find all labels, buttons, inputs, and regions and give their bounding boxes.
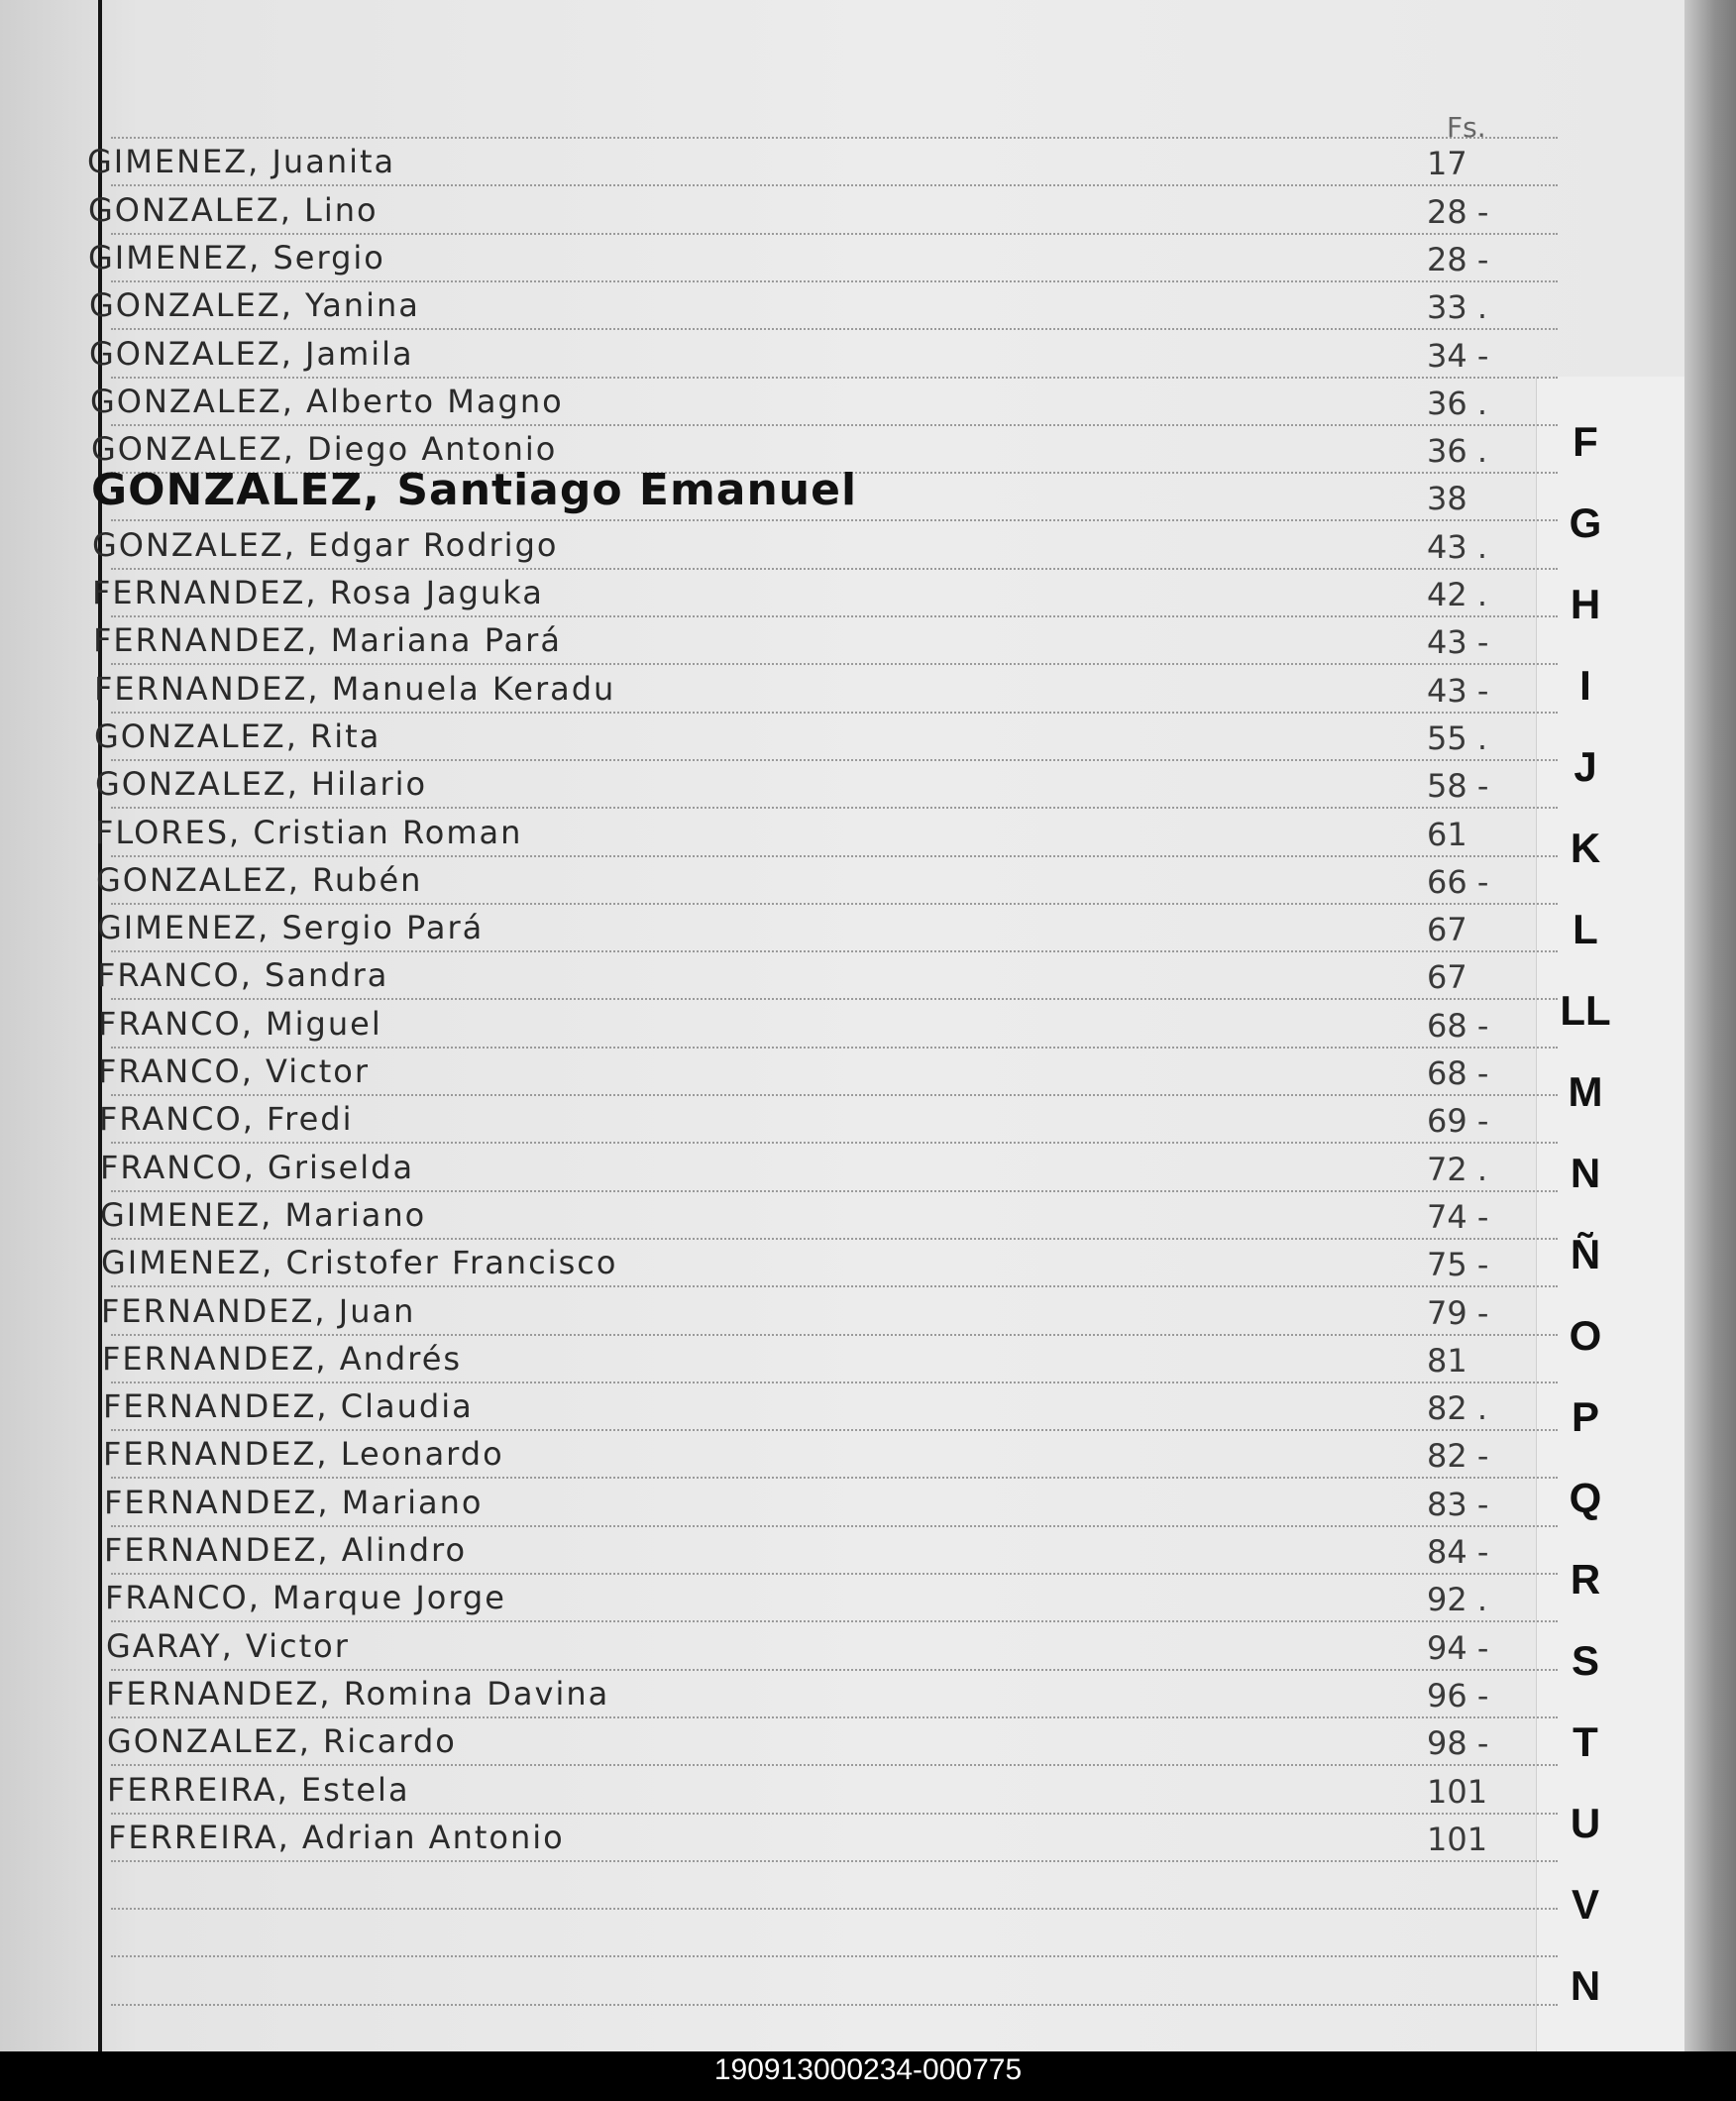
entry-name: FRANCO, Sandra (97, 956, 389, 994)
entry-page-number: 68 - (1427, 1054, 1489, 1092)
index-entry (0, 329, 1546, 377)
index-entry (0, 1573, 1546, 1620)
entry-page-number: 67 (1427, 958, 1467, 996)
page-edge-shadow (1684, 0, 1736, 2051)
entry-page-number: 36 . (1427, 385, 1488, 422)
entry-name: FRANCO, Marque Jorge (105, 1579, 506, 1616)
entry-page-number: 81 (1427, 1342, 1467, 1380)
index-entry (0, 1813, 1546, 1860)
index-entry (0, 615, 1546, 663)
entry-page-number: 84 - (1427, 1533, 1489, 1571)
entry-page-number: 74 - (1427, 1198, 1489, 1236)
entry-page-number: 82 . (1427, 1389, 1488, 1427)
index-entry (0, 1143, 1546, 1190)
entry-page-number: 96 - (1427, 1677, 1489, 1714)
index-entry (0, 855, 1546, 903)
index-entry (0, 233, 1546, 280)
index-entry (0, 185, 1546, 233)
alphabet-index-tabs (1541, 396, 1630, 2032)
entry-page-number: 58 - (1427, 767, 1489, 805)
index-entry (0, 1238, 1546, 1285)
entry-name: GONZALEZ, Santiago Emanuel (91, 465, 858, 515)
entry-name: GONZALEZ, Lino (88, 191, 379, 229)
entry-page-number: 17 (1427, 145, 1467, 182)
entry-name: FERNANDEZ, Rosa Jaguka (92, 574, 544, 611)
index-entry (0, 1478, 1546, 1525)
entry-page-number: 94 - (1427, 1629, 1489, 1667)
index-entry (0, 1621, 1546, 1669)
entry-name: GIMENEZ, Sergio Pará (97, 909, 485, 946)
entry-page-number: 33 . (1427, 288, 1488, 326)
entry-name: FRANCO, Griselda (100, 1149, 415, 1186)
index-entry (0, 759, 1546, 807)
index-tab-letter[interactable]: N (1570, 1962, 1601, 2009)
entry-name: FERREIRA, Adrian Antonio (108, 1819, 565, 1856)
index-tab-letter[interactable]: N (1570, 1150, 1601, 1196)
entry-page-number: 43 - (1427, 672, 1489, 710)
entry-name: GIMENEZ, Cristofer Francisco (101, 1244, 618, 1281)
index-tab-letter[interactable]: LL (1560, 987, 1611, 1034)
index-tab-letter[interactable]: V (1571, 1881, 1599, 1928)
index-entry (0, 280, 1546, 328)
index-tab-letter[interactable]: L (1573, 906, 1598, 952)
entry-page-number: 38 (1427, 480, 1467, 517)
entry-page-number: 69 - (1427, 1102, 1489, 1140)
index-tab-letter[interactable]: Q (1569, 1475, 1602, 1521)
index-entry (0, 1334, 1546, 1382)
entry-page-number: 66 - (1427, 863, 1489, 901)
entry-name: GONZALEZ, Yanina (89, 286, 420, 324)
index-tab-letter[interactable]: U (1570, 1800, 1601, 1846)
index-tab-letter[interactable]: S (1571, 1637, 1599, 1684)
entry-name: FERNANDEZ, Mariano (104, 1484, 484, 1521)
entry-page-number: 82 - (1427, 1437, 1489, 1475)
entry-page-number: 42 . (1427, 576, 1488, 613)
index-entry (0, 1190, 1546, 1238)
entry-name: FERNANDEZ, Mariana Pará (93, 621, 562, 659)
entry-name: GONZALEZ, Diego Antonio (91, 430, 558, 468)
entry-name: FERNANDEZ, Alindro (104, 1531, 468, 1569)
index-entry (0, 1525, 1546, 1573)
index-tab-letter[interactable]: F (1573, 418, 1598, 465)
index-entry (0, 1765, 1546, 1813)
entry-page-number: 55 . (1427, 719, 1488, 757)
entry-name: GIMENEZ, Sergio (88, 239, 385, 276)
entry-page-number: 43 - (1427, 623, 1489, 661)
entry-name: GONZALEZ, Rita (94, 718, 381, 755)
entry-page-number: 101 (1427, 1821, 1488, 1858)
index-tab-letter[interactable]: M (1568, 1068, 1603, 1115)
entry-name: FERNANDEZ, Leonardo (103, 1435, 504, 1473)
entry-name: FERNANDEZ, Andrés (102, 1340, 463, 1378)
entry-page-number: 28 - (1427, 193, 1489, 231)
document-id: 190913000234-000775 (713, 2053, 1023, 2086)
entry-page-number: 68 - (1427, 1007, 1489, 1045)
index-entry (0, 1094, 1546, 1142)
index-tab-letter[interactable]: H (1570, 581, 1601, 627)
entry-name: FRANCO, Fredi (99, 1100, 354, 1138)
entry-page-number: 72 . (1427, 1151, 1488, 1188)
entry-name: GIMENEZ, Mariano (100, 1196, 427, 1234)
entry-name: GONZALEZ, Ricardo (107, 1722, 457, 1760)
entry-name: GONZALEZ, Hilario (95, 765, 428, 803)
index-entry (0, 712, 1546, 759)
index-entry (0, 1669, 1546, 1716)
entry-name: FRANCO, Victor (98, 1052, 370, 1090)
entry-name: FERNANDEZ, Romina Davina (106, 1675, 610, 1713)
index-entry (0, 1716, 1546, 1764)
index-tab-letter[interactable]: O (1569, 1312, 1602, 1359)
index-entry (0, 1286, 1546, 1334)
entry-page-number: 36 . (1427, 432, 1488, 470)
entry-name: GIMENEZ, Juanita (87, 143, 396, 180)
index-tab-letter[interactable]: J (1573, 743, 1597, 790)
entry-page-number: 61 (1427, 816, 1467, 853)
index-tab-letter[interactable]: K (1570, 825, 1601, 871)
entry-name: FERNANDEZ, Manuela Keradu (94, 670, 616, 708)
entry-page-number: 75 - (1427, 1246, 1489, 1283)
index-entry (0, 999, 1546, 1047)
index-tab-letter[interactable]: G (1569, 499, 1602, 546)
entry-page-number: 67 (1427, 911, 1467, 948)
entry-page-number: 101 (1427, 1773, 1488, 1811)
entry-name: FLORES, Cristian Roman (95, 814, 523, 851)
index-entry (0, 808, 1546, 855)
entry-name: GONZALEZ, Rubén (96, 861, 423, 899)
index-entry (0, 520, 1546, 568)
index-entry (0, 568, 1546, 615)
entry-page-number: 43 . (1427, 528, 1488, 566)
index-tab-letter[interactable]: Ñ (1570, 1231, 1601, 1277)
entry-page-number: 83 - (1427, 1486, 1489, 1523)
entry-page-number: 34 - (1427, 337, 1489, 375)
entry-name: GONZALEZ, Jamila (89, 335, 414, 373)
index-tab-letter[interactable]: P (1571, 1393, 1599, 1440)
index-tab-letter[interactable]: R (1570, 1556, 1601, 1603)
entry-name: FERNANDEZ, Juan (101, 1292, 416, 1330)
entry-name: GONZALEZ, Edgar Rodrigo (92, 526, 559, 564)
entry-page-number: 79 - (1427, 1294, 1489, 1332)
index-entry (0, 903, 1546, 950)
entry-name: FERNANDEZ, Claudia (103, 1387, 474, 1425)
entry-name: GARAY, Victor (106, 1627, 350, 1665)
entry-name: FERREIRA, Estela (107, 1771, 410, 1809)
entry-page-number: 28 - (1427, 241, 1489, 278)
page-column-header: Fs. (1447, 111, 1486, 144)
index-entry (0, 377, 1546, 424)
entry-page-number: 92 . (1427, 1581, 1488, 1618)
entry-name: FRANCO, Miguel (98, 1005, 382, 1043)
index-entry (0, 137, 1546, 184)
index-entry (0, 664, 1546, 712)
entry-name: GONZALEZ, Alberto Magno (90, 383, 564, 420)
index-entry (0, 1429, 1546, 1477)
index-entry (0, 950, 1546, 998)
index-entry (0, 1382, 1546, 1429)
index-entry (0, 465, 1546, 519)
index-tab-letter[interactable]: T (1573, 1718, 1598, 1765)
index-tab-letter[interactable]: I (1579, 662, 1591, 709)
entry-page-number: 98 - (1427, 1724, 1489, 1762)
index-entry (0, 1047, 1546, 1094)
